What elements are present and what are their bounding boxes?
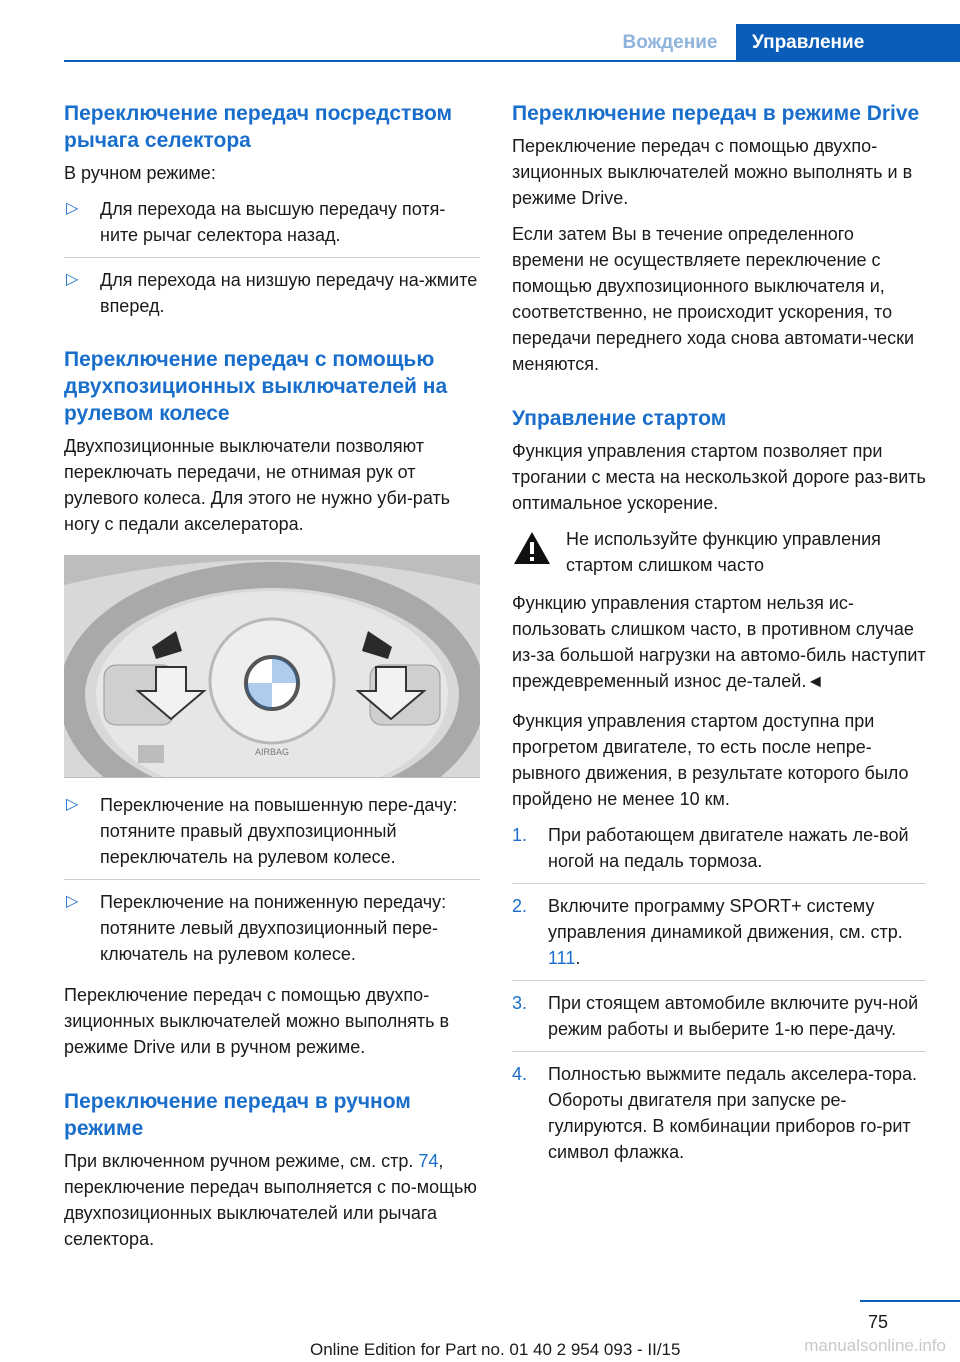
list-item: 3. При стоящем автомобиле включите руч-ной режим работы и выберите 1-ю пере-дачу. [512, 990, 926, 1052]
steering-wheel-illustration [64, 555, 480, 777]
paragraph: Функция управления стартом доступна при прогретом двигателе, то есть после непре-рывного движения, в результате которого было пройдено не менее 10 км. [512, 711, 909, 809]
triangle-bullet-icon: ▷ [66, 796, 79, 813]
list-item: ▷ Переключение на пониженную передачу: потяните левый двухпозиционный пере-ключатель на рулевом колесе. [64, 889, 480, 976]
paragraph: В ручном режиме: [64, 163, 216, 183]
paragraph: Переключение передач с помощью двухпо-зиционных выключателей можно выполнять в режиме Drive или в ручном режиме. [64, 985, 450, 1057]
list-item: ▷ Для перехода на низшую передачу на-жмите вперед. [64, 267, 480, 328]
heading-drive-mode: Переключение передач в режиме Drive [512, 102, 920, 125]
triangle-bullet-icon: ▷ [66, 271, 79, 288]
paragraph: Двухпозиционные выключатели позволяют переключать передачи, не отнимая рук от рулевого колеса. Для этого не нужно уби-рать ногу с педали акселератора. [64, 436, 451, 534]
list-item: 1. При работающем двигателе нажать ле-вой ногой на педаль тормоза. [512, 822, 926, 884]
list-paddles [64, 792, 480, 976]
right-column [512, 100, 926, 1183]
triangle-bullet-icon: ▷ [66, 893, 79, 910]
page-link[interactable]: 74 [418, 1151, 439, 1171]
list-item: ▷ Переключение на повышенную пере-дачу: потяните правый двухпозиционный переключатель на рулевом колесе. [64, 792, 480, 880]
triangle-bullet-icon: ▷ [66, 200, 79, 217]
page-number: 75 [867, 1312, 888, 1332]
list-item: ▷ Для перехода на высшую передачу потя-ните рычаг селектора назад. [64, 196, 480, 258]
edition-text: Online Edition for Part no. 01 40 2 954 093 - II/15 [310, 1340, 681, 1359]
list-item: 2. Включите программу SPORT+ систему управления динамикой движения, см. стр. 111. [512, 893, 926, 981]
paragraph: Если затем Вы в течение определенного времени не осуществляете переключение с помощью двухпозиционного выключателя и, соответственно, не происходит ускорения, то передачи переднего хода снова автомати-чески меняются. [512, 224, 915, 374]
paragraph: Функцию управления стартом нельзя ис-пользовать слишком часто, в противном случае из-за большой нагрузки на автомо-биль наступит преждевременный износ де-талей.◄ [512, 593, 926, 691]
tab-chapter[interactable]: Управление [736, 24, 960, 62]
page-link[interactable]: 111 [548, 948, 576, 968]
list-item: 4. Полностью выжмите педаль акселера-тора. Обороты двигателя при запуске ре-гулируются. В комбинации приборов го-рит символ флажка. [512, 1064, 918, 1162]
tab-section[interactable]: Вождение [622, 32, 718, 53]
heading-manual-mode: Переключение передач в ручном режиме [64, 1090, 411, 1140]
footer-rule [860, 1300, 960, 1302]
heading-paddle-shift: Переключение передач с помощью двухпозиционных выключателей на рулевом колесе [64, 348, 448, 425]
airbag-label: AIRBAG [254, 747, 290, 757]
left-column [64, 100, 480, 1262]
paragraph: Переключение передач с помощью двухпо-зиционных выключателей можно выполнять и в режиме Drive. [512, 136, 913, 208]
warning-triangle-icon [512, 530, 552, 573]
steps-list [512, 822, 926, 1174]
watermark: manualsonline.info [804, 1336, 946, 1355]
list-selector-shift [64, 196, 480, 328]
steering-wheel-figure [64, 555, 480, 778]
heading-launch-control: Управление стартом [512, 407, 727, 430]
heading-selector-shift: Переключение передач посредством рычага селектора [64, 102, 453, 152]
warning-note: Не используйте функцию управления стартом слишком часто [512, 526, 926, 578]
paragraph: Функция управления стартом позволяет при трогании с места на нескользкой дороге раз-вить оптимальное ускорение. [512, 441, 926, 513]
paragraph-manual-mode: При включенном ручном режиме, см. стр. 74, переключение передач выполняется с по-мощью двухпозиционных выключателей или рычага селектора. [64, 1151, 477, 1249]
